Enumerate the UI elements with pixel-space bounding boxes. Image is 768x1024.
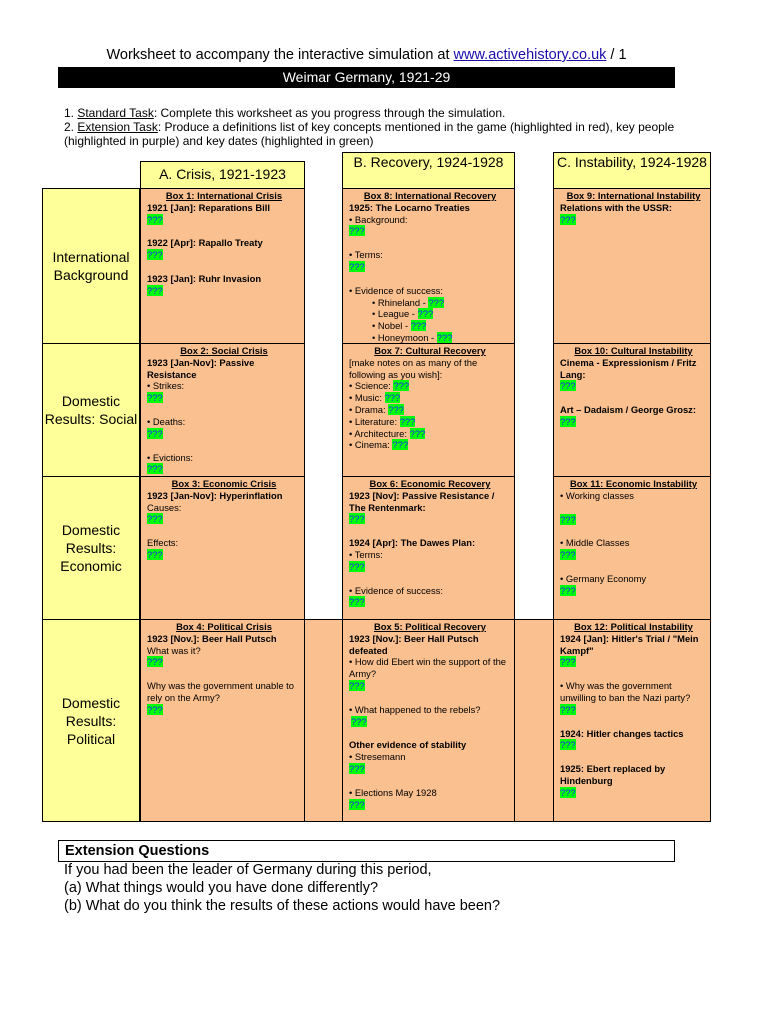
answer-placeholder: ??? bbox=[147, 656, 163, 668]
extension-questions-title: Extension Questions bbox=[58, 840, 675, 862]
answer-placeholder: ??? bbox=[560, 415, 576, 427]
answer-placeholder: ??? bbox=[417, 308, 434, 320]
row-header-economic: Domestic Results: Economic bbox=[42, 476, 140, 620]
answer-placeholder: ??? bbox=[393, 380, 410, 392]
answer-placeholder: ??? bbox=[349, 225, 365, 237]
answer-placeholder: ??? bbox=[560, 584, 576, 596]
box-10-cultural-instability: Box 10: Cultural Instability Cinema - Expressionism / Fritz Lang: ??? Art – Dadaism / George Grosz: ??? bbox=[553, 343, 711, 477]
extension-intro: If you had been the leader of Germany during this period, bbox=[64, 862, 432, 878]
answer-placeholder: ??? bbox=[147, 249, 163, 261]
answer-placeholder: ??? bbox=[147, 703, 163, 715]
extension-question-b: (b) What do you think the results of these actions would have been? bbox=[64, 898, 501, 914]
row-header-social: Domestic Results: Social bbox=[42, 343, 140, 477]
answer-placeholder: ??? bbox=[410, 320, 427, 332]
answer-placeholder: ??? bbox=[349, 679, 365, 691]
row-header-political: Domestic Results: Political bbox=[42, 619, 140, 822]
website-link[interactable]: www.activehistory.co.uk bbox=[453, 47, 607, 63]
extension-task: 2. Extension Task: Produce a definitions list of key concepts mentioned in the game (highlighted in red), key people (highlighted in purple) and key dates (highlighted in green) bbox=[64, 120, 675, 148]
box-1-international-crisis: Box 1: International Crisis 1921 [Jan]: Reparations Bill ??? 1922 [Apr]: Rapallo Treaty ??? 1923 [Jan]: Ruhr Invasion ??? bbox=[140, 188, 305, 344]
answer-placeholder: ??? bbox=[560, 549, 576, 561]
answer-placeholder: ??? bbox=[560, 703, 576, 715]
box-3-economic-crisis: Box 3: Economic Crisis 1923 [Jan-Nov]: Hyperinflation Causes: ??? Effects: ??? bbox=[140, 476, 305, 620]
answer-placeholder: ??? bbox=[560, 656, 576, 668]
answer-placeholder: ??? bbox=[349, 596, 365, 608]
column-header-recovery: B. Recovery, 1924-1928 bbox=[342, 152, 515, 189]
answer-placeholder: ??? bbox=[436, 331, 453, 343]
answer-placeholder: ??? bbox=[388, 403, 404, 415]
answer-placeholder: ??? bbox=[392, 439, 409, 451]
box-6-economic-recovery: Box 6: Economic Recovery 1923 [Nov]: Passive Resistance / The Rentenmark: ??? 1924 [Apr]: The Dawes Plan: • Terms: ??? • Evidence of success: ??? bbox=[342, 476, 515, 620]
instructions bbox=[64, 106, 684, 148]
worksheet-title: Weimar Germany, 1921-29 bbox=[58, 67, 675, 88]
answer-placeholder: ??? bbox=[147, 548, 163, 560]
answer-placeholder: ??? bbox=[147, 284, 163, 296]
answer-placeholder: ??? bbox=[428, 296, 445, 308]
answer-placeholder: ??? bbox=[147, 213, 163, 225]
standard-task: 1. Standard Task: Complete this worksheet as you progress through the simulation. bbox=[64, 106, 506, 120]
answer-placeholder: ??? bbox=[560, 739, 576, 751]
answer-placeholder: ??? bbox=[349, 260, 365, 272]
box-9-international-instability: Box 9: International Instability Relations with the USSR: ??? bbox=[553, 188, 711, 344]
answer-placeholder: ??? bbox=[349, 798, 365, 810]
answer-placeholder: ??? bbox=[560, 213, 576, 225]
answer-placeholder: ??? bbox=[349, 762, 365, 774]
answer-placeholder: ??? bbox=[560, 786, 576, 798]
answer-placeholder: ??? bbox=[351, 715, 367, 727]
box-8-international-recovery: Box 8: International Recovery 1925: The Locarno Treaties • Background: ??? • Terms: ??? • Evidence of success: • Rhineland - ??? • League - ??? • Nobel - ??? • Honeymoon - ??? bbox=[342, 188, 515, 344]
answer-placeholder: ??? bbox=[147, 392, 163, 404]
page-header bbox=[58, 46, 675, 65]
box-4-political-crisis: Box 4: Political Crisis 1923 [Nov.]: Beer Hall Putsch What was it? ??? Why was the government unable to rely on the Army? ??? bbox=[140, 619, 305, 822]
extension-question-a: (a) What things would you have done differently? bbox=[64, 880, 379, 896]
row-header-international: International Background bbox=[42, 188, 140, 344]
box-7-cultural-recovery: Box 7: Cultural Recovery [make notes on as many of the following as you wish]: • Science: ??? • Music: ??? • Drama: ??? • Literature: ??? • Architecture: ??? • Cinema: ??? bbox=[342, 343, 515, 477]
connector-cell bbox=[514, 619, 554, 822]
column-header-crisis: A. Crisis, 1921-1923 bbox=[140, 161, 305, 189]
box-11-economic-instability: Box 11: Economic Instability • Working classes ??? • Middle Classes ??? • Germany Economy ??? bbox=[553, 476, 711, 620]
answer-placeholder: ??? bbox=[399, 415, 416, 427]
box-12-political-instability: Box 12: Political Instability 1924 [Jan]: Hitler's Trial / "Mein Kampf" ??? • Why was the government unwilling to ban the Nazi party? ??? 1924: Hitler changes tactics ??? 1925: Ebert replaced by Hindenburg ??? bbox=[553, 619, 711, 822]
answer-placeholder: ??? bbox=[349, 513, 365, 525]
column-header-instability: C. Instability, 1924-1928 bbox=[553, 152, 711, 189]
box-5-political-recovery: Box 5: Political Recovery 1923 [Nov.]: Beer Hall Putsch defeated • How did Ebert win the support of the Army? ??? • What happened to the rebels? ??? Other evidence of stability • Stresemann ??? • Elections May 1928 ??? bbox=[342, 619, 515, 822]
connector-cell bbox=[304, 619, 343, 822]
extension-questions bbox=[64, 861, 704, 915]
answer-placeholder: ??? bbox=[349, 560, 365, 572]
box-2-social-crisis: Box 2: Social Crisis 1923 [Jan-Nov]: Passive Resistance • Strikes: ??? • Deaths: ??? • Evictions: ??? bbox=[140, 343, 305, 477]
answer-placeholder: ??? bbox=[147, 427, 163, 439]
answer-placeholder: ??? bbox=[560, 513, 576, 525]
answer-placeholder: ??? bbox=[560, 380, 576, 392]
answer-placeholder: ??? bbox=[147, 463, 163, 475]
page-number: / 1 bbox=[606, 47, 627, 63]
answer-placeholder: ??? bbox=[409, 427, 426, 439]
answer-placeholder: ??? bbox=[384, 392, 401, 404]
answer-placeholder: ??? bbox=[147, 513, 163, 525]
header-prefix: Worksheet to accompany the interactive simulation at bbox=[106, 47, 454, 63]
